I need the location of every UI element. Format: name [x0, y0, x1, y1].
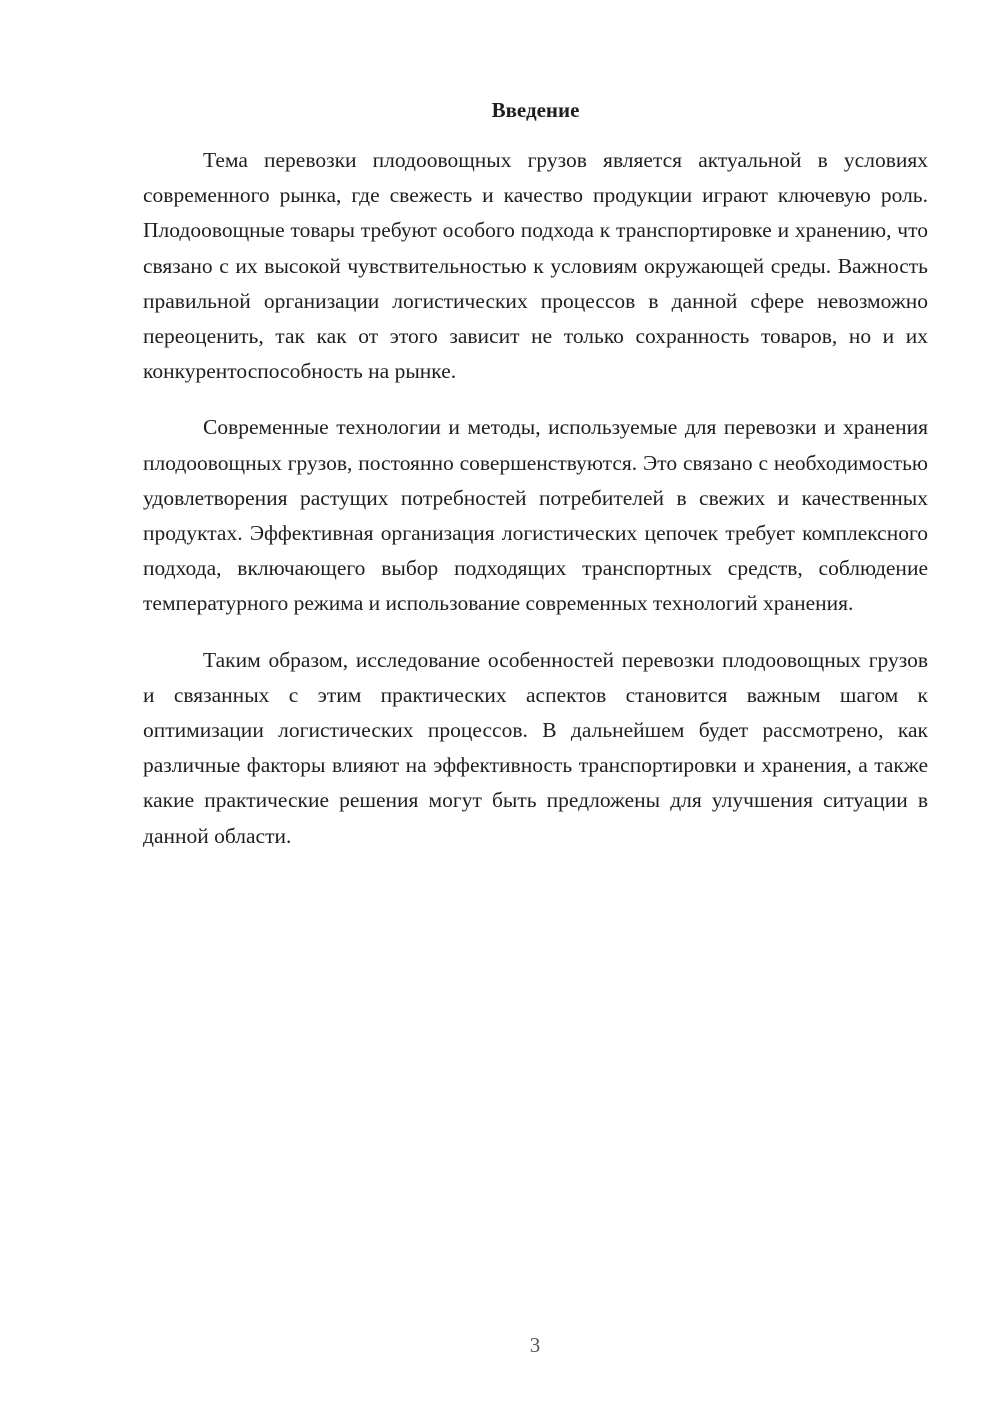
section-title: Введение [491, 98, 580, 122]
paragraph-1: Тема перевозки плодоовощных грузов является актуальной в условиях современного рынка, где свежесть и качество продукции играют ключевую роль. Плодоовощные товары требуют особого подхода к транспортировке и хранению, что связано с их высокой чувствительностью к условиям окружающей среды. Важность правильной организации логистических процессов в данной сфере невозможно переоценить, так как от этого зависит не только сохранность товаров, но и их конкурентоспособность на рынке. [143, 148, 928, 384]
paragraph-2: Современные технологии и методы, используемые для перевозки и хранения плодоовощных грузов, постоянно совершенствуются. Это связано с необходимостью удовлетворения растущих потребностей потребителей в свежих и качественных продуктах. Эффективная организация логистических цепочек требует комплексного подхода, включающего выбор подходящих транспортных средств, соблюдение температурного режима и использование современных технологий хранения. [143, 415, 928, 616]
page-content [143, 96, 928, 875]
page-number: 3 [529, 1333, 541, 1357]
paragraph-3: Таким образом, исследование особенностей перевозки плодоовощных грузов и связанных с этим практических аспектов становится важным шагом к оптимизации логистических процессов. В дальнейшем будет рассмотрено, как различные факторы влияют на эффективность транспортировки и хранения, а также какие практические решения могут быть предложены для улучшения ситуации в данной области. [143, 647, 928, 848]
